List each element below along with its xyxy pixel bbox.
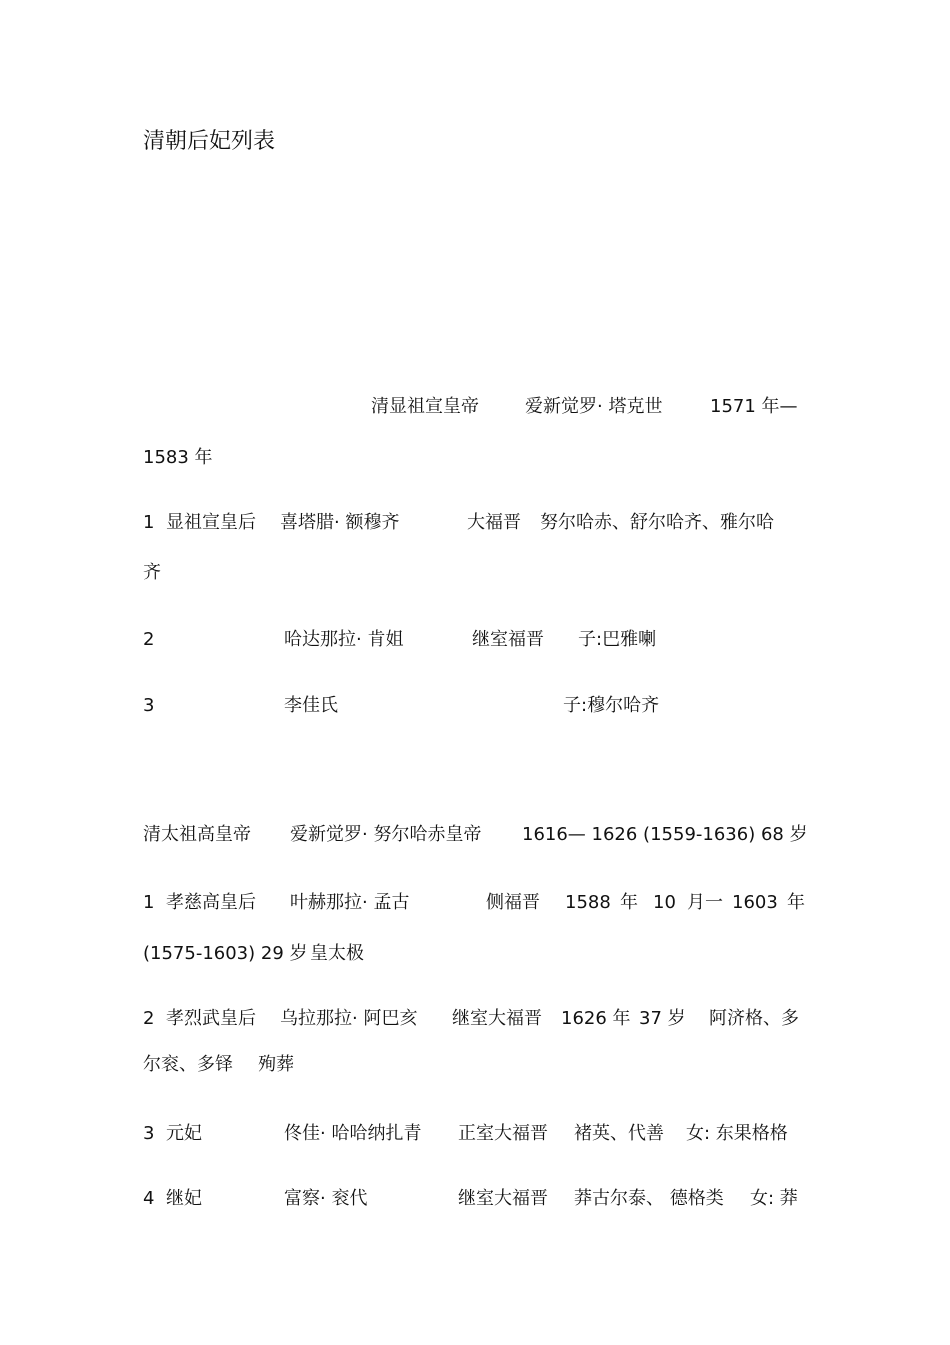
emperor-name: 爱新觉罗· 塔克世 xyxy=(525,396,663,417)
consort-children: 褚英、代善 xyxy=(574,1123,664,1144)
consort-note: 殉葬 xyxy=(258,1054,294,1075)
date-year-start: 1588 xyxy=(565,892,611,913)
date-year-unit: 年 xyxy=(620,892,638,913)
row-number: 2 xyxy=(143,629,155,650)
consort-lifespan: (1575-1603) 29 岁 xyxy=(143,943,308,964)
emperor-title: 清显祖宣皇帝 xyxy=(371,396,479,417)
consort-name: 喜塔腊· 额穆齐 xyxy=(280,512,400,533)
consort-name: 哈达那拉· 肯姐 xyxy=(284,629,404,650)
consort-children-cont: 齐 xyxy=(143,562,161,583)
row-number: 1 xyxy=(143,512,155,533)
death-age: 37 岁 xyxy=(639,1008,686,1029)
consort-children: 阿济格、多 xyxy=(709,1008,799,1029)
reign-end: 1583 年 xyxy=(143,447,213,468)
consort-children: 子:巴雅喇 xyxy=(578,629,657,650)
reign-start: 1571 年— xyxy=(710,396,798,417)
row-number: 4 xyxy=(143,1188,155,1209)
reign-dates: 1616— 1626 (1559-1636) 68 岁 xyxy=(522,824,808,845)
row-number: 3 xyxy=(143,695,155,716)
consort-rank: 侧福晋 xyxy=(486,892,540,913)
consort-name: 李佳氏 xyxy=(284,695,338,716)
consort-rank: 继室大福晋 xyxy=(452,1008,542,1029)
consort-title: 显祖宣皇后 xyxy=(166,512,256,533)
consort-daughters: 女: 莽 xyxy=(750,1188,798,1209)
consort-rank: 继室福晋 xyxy=(472,629,544,650)
consort-name: 乌拉那拉· 阿巴亥 xyxy=(280,1008,418,1029)
date-month: 10 xyxy=(653,892,676,913)
date-month-unit: 月一 xyxy=(687,892,723,913)
row-number: 1 xyxy=(143,892,155,913)
date-year-end: 1603 xyxy=(732,892,778,913)
consort-children: 努尔哈赤、舒尔哈齐、雅尔哈 xyxy=(540,512,774,533)
emperor-name: 爱新觉罗· 努尔哈赤皇帝 xyxy=(290,824,482,845)
document-title: 清朝后妃列表 xyxy=(143,129,276,154)
consort-children: 皇太极 xyxy=(310,943,364,964)
consort-name: 叶赫那拉· 孟古 xyxy=(290,892,410,913)
consort-rank: 正室大福晋 xyxy=(458,1123,548,1144)
date-year-end-unit: 年 xyxy=(787,892,805,913)
consort-daughters: 女: 东果格格 xyxy=(686,1123,788,1144)
consort-title: 继妃 xyxy=(166,1188,202,1209)
consort-children: 莽古尔泰、 德格类 xyxy=(574,1188,724,1209)
consort-name: 富察· 衮代 xyxy=(284,1188,368,1209)
death-year: 1626 年 xyxy=(561,1008,631,1029)
consort-title: 孝烈武皇后 xyxy=(166,1008,256,1029)
row-number: 2 xyxy=(143,1008,155,1029)
consort-children: 子:穆尔哈齐 xyxy=(563,695,660,716)
consort-rank: 继室大福晋 xyxy=(458,1188,548,1209)
consort-title: 元妃 xyxy=(166,1123,202,1144)
consort-rank: 大福晋 xyxy=(467,512,521,533)
row-number: 3 xyxy=(143,1123,155,1144)
consort-title: 孝慈高皇后 xyxy=(166,892,256,913)
emperor-title: 清太祖高皇帝 xyxy=(143,824,251,845)
consort-name: 佟佳· 哈哈纳扎青 xyxy=(284,1123,422,1144)
consort-children-cont: 尔衮、多铎 xyxy=(143,1054,233,1075)
